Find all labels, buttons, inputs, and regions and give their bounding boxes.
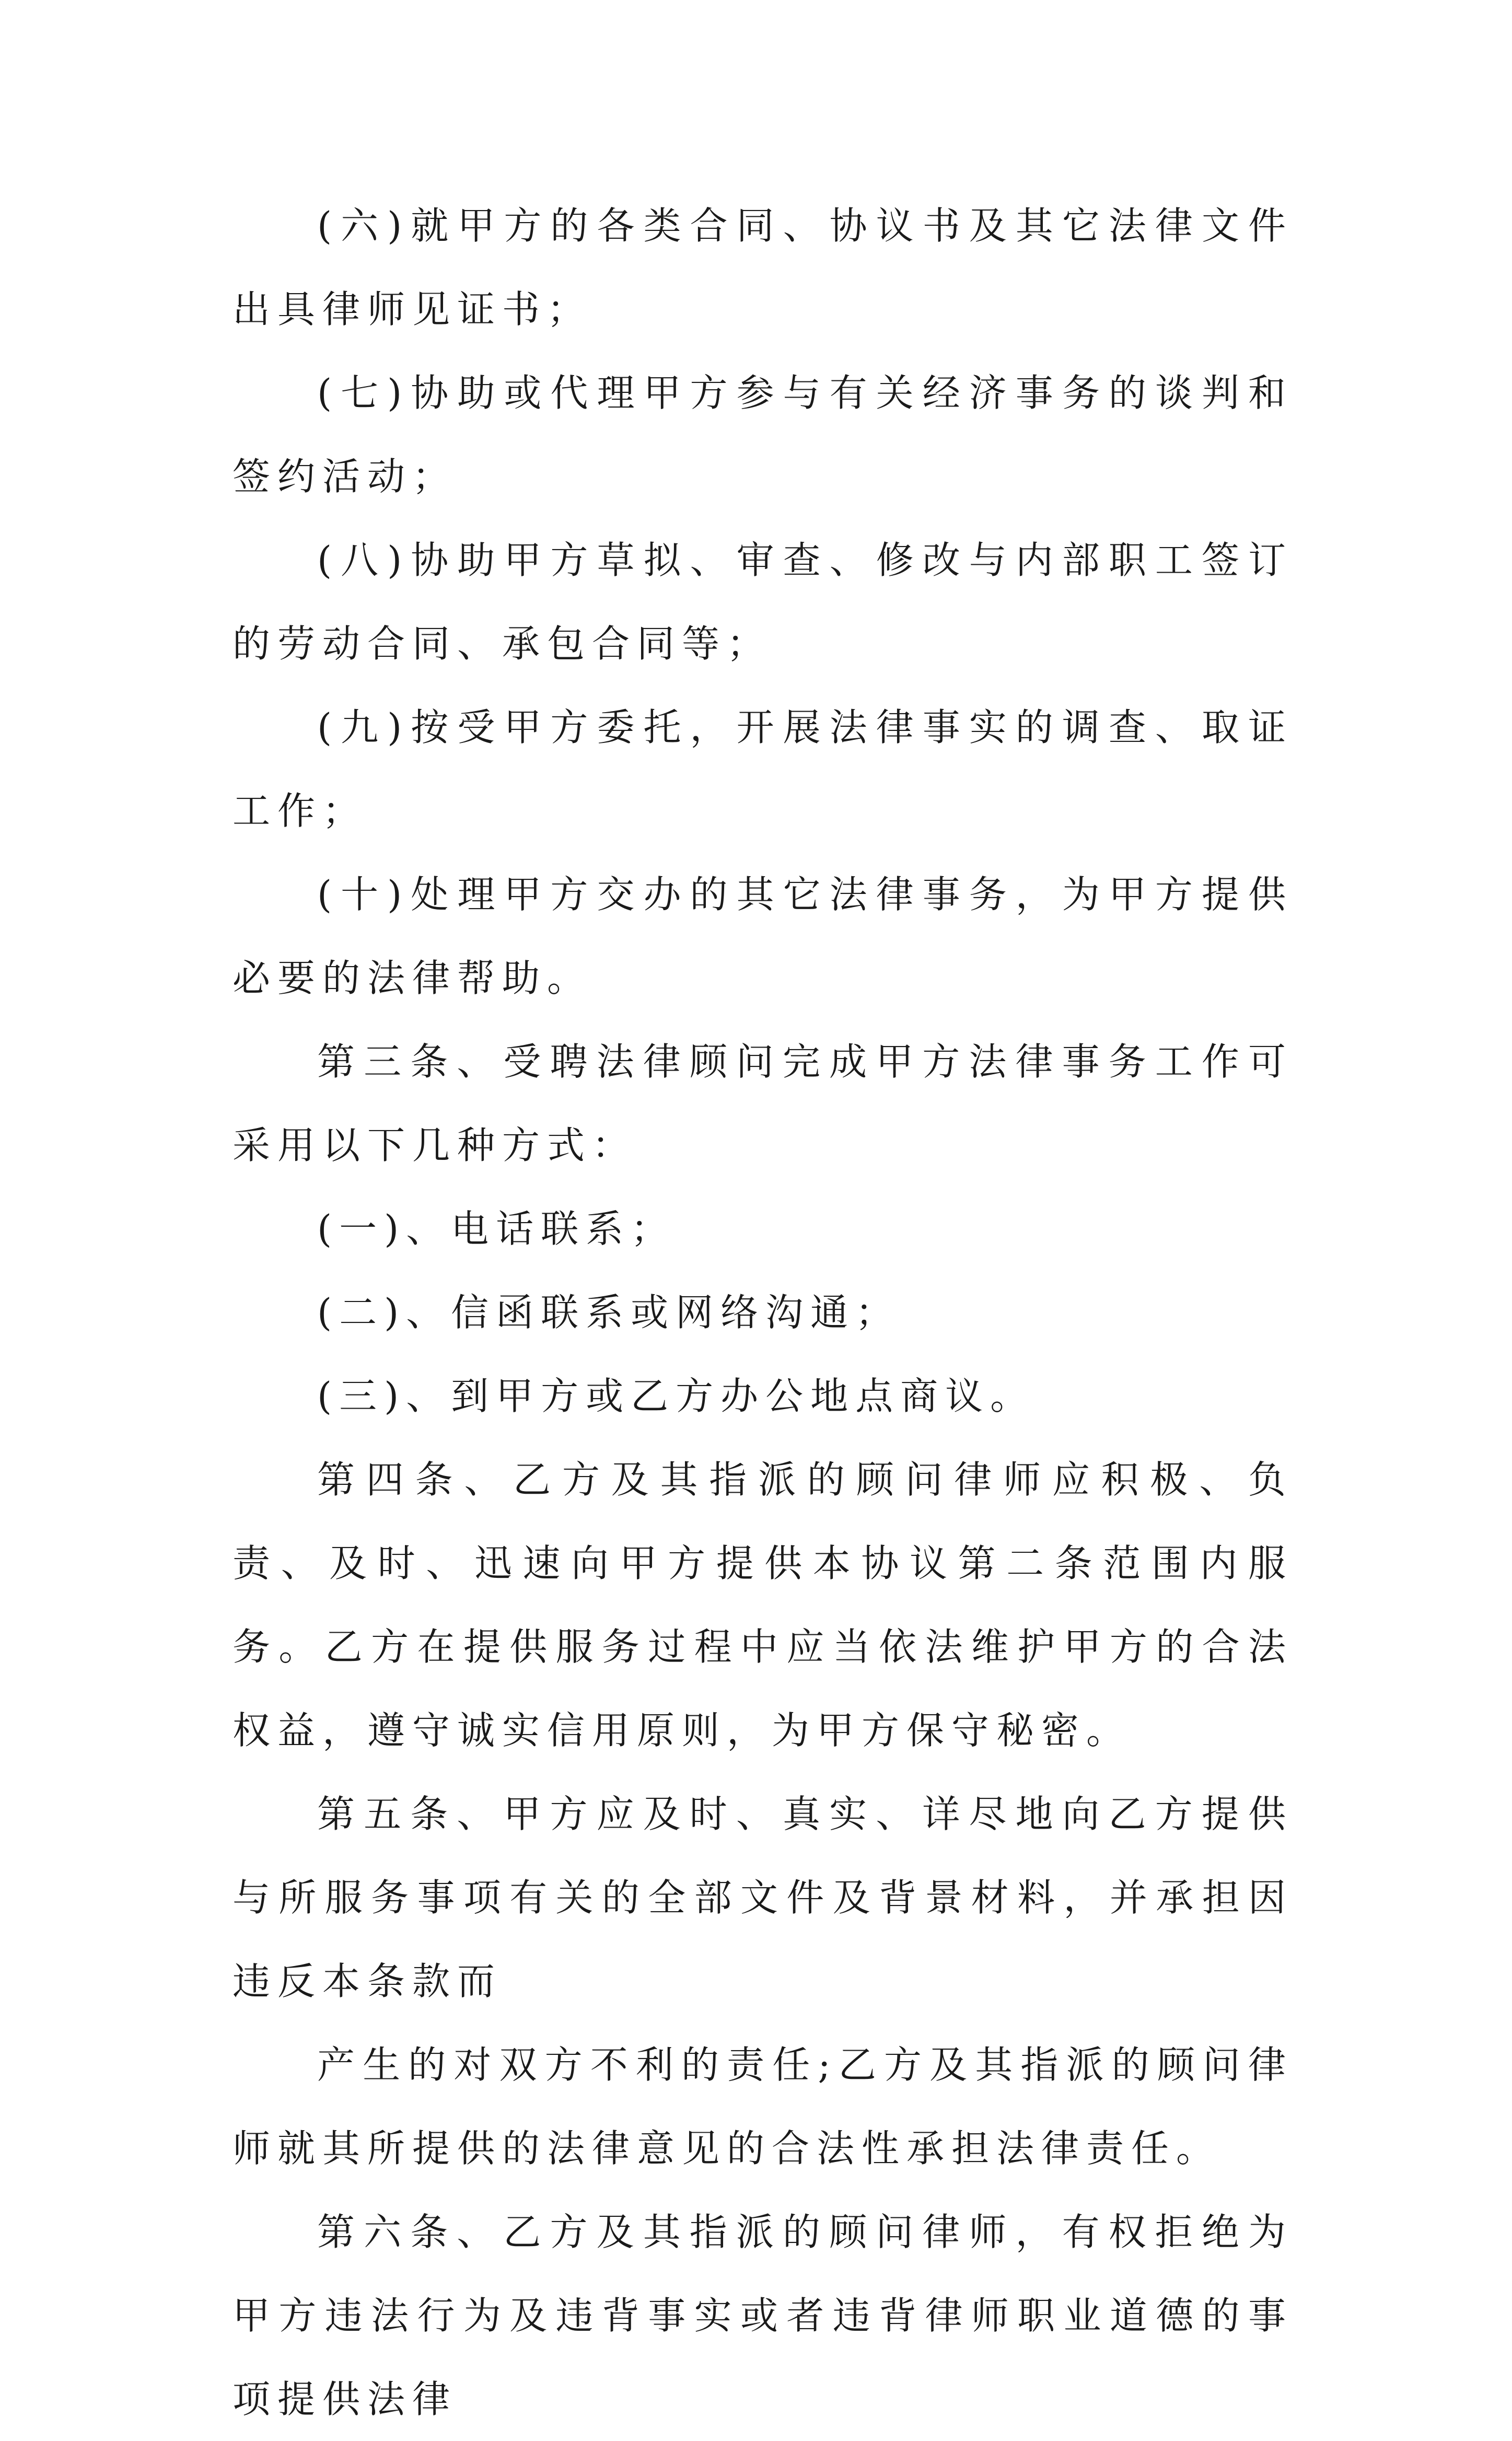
article-5: 第五条、甲方应及时、真实、详尽地向乙方提供与所服务事项有关的全部文件及背景材料，并承担因违反本条款而 — [232, 1792, 1293, 2003]
clause-item-7: (七)协助或代理甲方参与有关经济事务的谈判和签约活动； — [232, 371, 1293, 498]
article-4: 第四条、乙方及其指派的顾问律师应积极、负责、及时、迅速向甲方提供本协议第二条范围内服务。乙方在提供服务过程中应当依法维护甲方的合法权益，遵守诚实信用原则，为甲方保守秘密。 — [232, 1458, 1293, 1752]
article-6: 第六条、乙方及其指派的顾问律师，有权拒绝为甲方违法行为及违背事实或者违背律师职业道德的事项提供法律 — [232, 2210, 1293, 2421]
clause-item-8: (八)协助甲方草拟、审查、修改与内部职工签订的劳动合同、承包合同等； — [232, 538, 1293, 666]
clause-item-6: (六)就甲方的各类合同、协议书及其它法律文件出具律师见证书； — [232, 204, 1293, 331]
method-item-3: (三)、到甲方或乙方办公地点商议。 — [317, 1374, 1036, 1418]
article-3: 第三条、受聘法律顾问完成甲方法律事务工作可采用以下几种方式： — [232, 1040, 1293, 1167]
clause-item-10: (十)处理甲方交办的其它法律事务，为甲方提供必要的法律帮助。 — [232, 873, 1293, 1000]
clause-item-9: (九)按受甲方委托，开展法律事实的调查、取证工作； — [232, 705, 1293, 833]
document-body — [232, 184, 1293, 2441]
method-item-1: (一)、电话联系； — [317, 1207, 676, 1251]
article-5-continued: 产生的对双方不利的责任;乙方及其指派的顾问律师就其所提供的法律意见的合法性承担法律责任。 — [232, 2043, 1293, 2170]
method-item-2: (二)、信函联系或网络沟通； — [317, 1291, 901, 1334]
